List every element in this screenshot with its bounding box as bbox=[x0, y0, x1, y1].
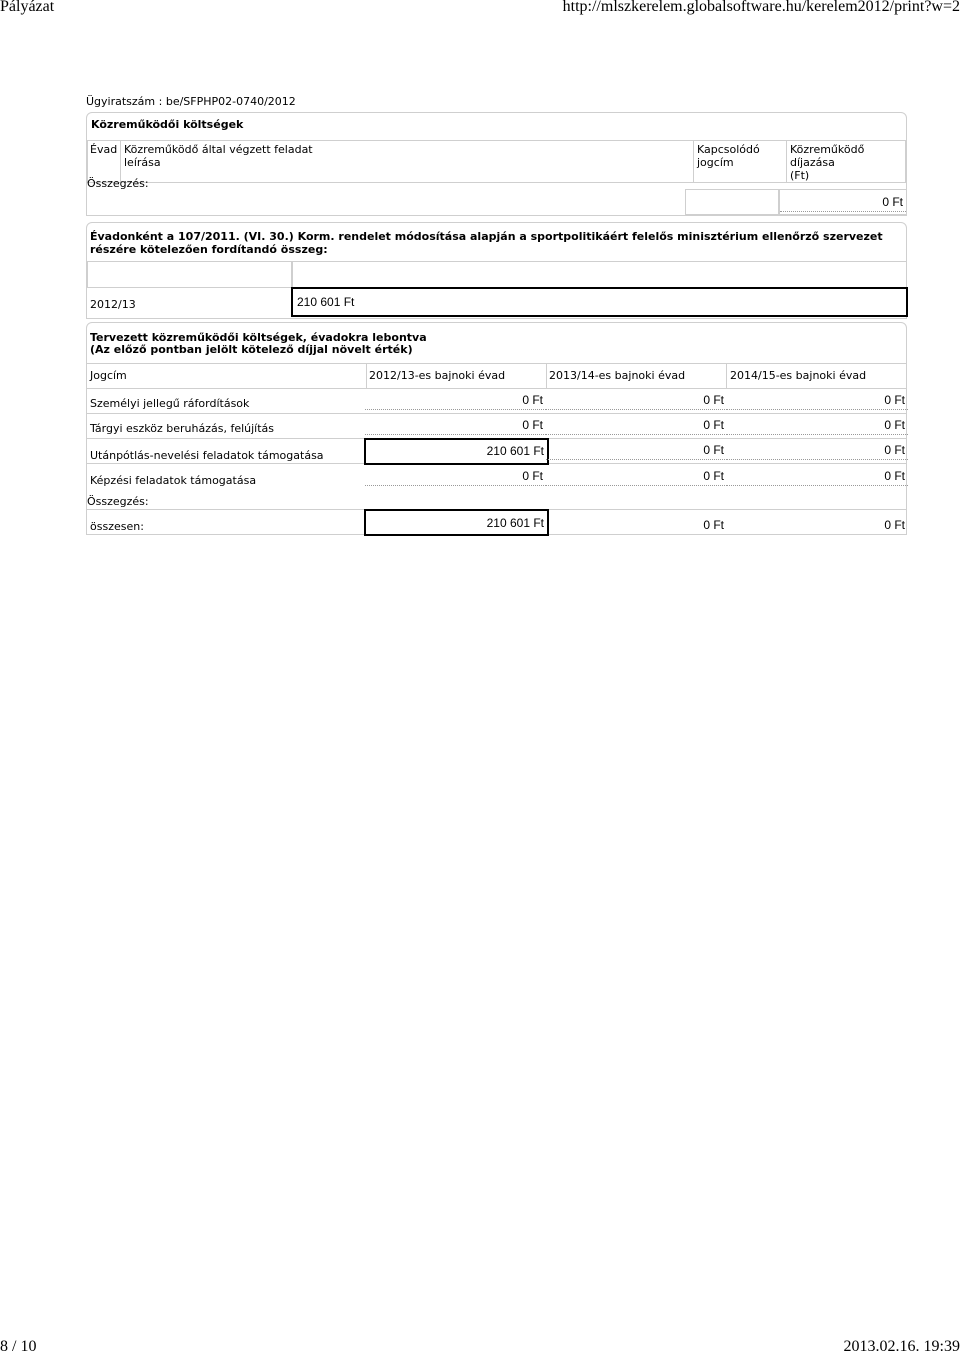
print-footer-datetime: 2013.02.16. 19:39 bbox=[843, 1338, 960, 1355]
decree-season: 2012/13 bbox=[90, 298, 136, 311]
row-value-season-2: 0 Ft bbox=[546, 469, 727, 486]
print-header-title: Pályázat bbox=[0, 0, 55, 15]
planned-header-season-2: 2013/14-es bajnoki évad bbox=[549, 369, 686, 382]
contractor-costs-section bbox=[86, 112, 907, 216]
planned-header-row bbox=[87, 363, 906, 389]
row-value-season-1: 0 Ft bbox=[365, 418, 546, 435]
decree-section bbox=[86, 222, 907, 319]
col-related bbox=[694, 141, 787, 183]
contractor-summary-value: 0 Ft bbox=[780, 195, 906, 212]
row-value-season-1: 210 601 Ft bbox=[486, 444, 544, 458]
contractor-costs-header-row bbox=[88, 141, 906, 183]
divider bbox=[366, 364, 367, 388]
divider bbox=[726, 364, 727, 388]
print-footer-page: 8 / 10 bbox=[0, 1338, 37, 1355]
planned-total-season-1-box bbox=[364, 509, 549, 536]
contractor-summary-label: Összegzés: bbox=[87, 177, 149, 190]
planned-total-season-2: 0 Ft bbox=[703, 518, 724, 532]
col-fee-line2: (Ft) bbox=[790, 169, 810, 182]
row-value-season-1: 0 Ft bbox=[365, 469, 546, 486]
planned-title-line2: (Az előző pontban jelölt kötelező díjjal növelt érték) bbox=[90, 343, 413, 356]
contractor-costs-title: Közreműködői költségek bbox=[91, 118, 244, 131]
row-value-season-3: 0 Ft bbox=[727, 443, 908, 460]
col-related-line1: Kapcsolódó bbox=[697, 143, 760, 156]
planned-total-label: összesen: bbox=[90, 520, 144, 533]
row-value-season-1: 0 Ft bbox=[365, 393, 546, 410]
row-label: Képzési feladatok támogatása bbox=[90, 474, 257, 487]
contractor-summary-cell bbox=[779, 189, 907, 215]
planned-header-season-1: 2012/13-es bajnoki évad bbox=[369, 369, 506, 382]
row-value-season-2: 0 Ft bbox=[546, 418, 727, 435]
row-label: Tárgyi eszköz beruházás, felújítás bbox=[90, 422, 275, 435]
planned-title-line1: Tervezett közreműködői költségek, évadokra lebontva bbox=[90, 331, 427, 344]
decree-title: Évadonként a 107/2011. (VI. 30.) Korm. rendelet módosítása alapján a sportpolitikáért felelős minisztérium ellenőrző szervezet részére kötelezően fordítandó összeg: bbox=[90, 230, 883, 256]
decree-amount-box bbox=[291, 287, 908, 317]
planned-header-jogcim: Jogcím bbox=[90, 369, 127, 382]
table-row bbox=[87, 465, 906, 489]
planned-costs-section bbox=[86, 322, 907, 535]
row-value-season-2: 0 Ft bbox=[546, 393, 727, 410]
col-fee-line1: Közreműködő díjazása bbox=[790, 143, 865, 169]
row-label: Utánpótlás-nevelési feladatok támogatása bbox=[90, 449, 324, 462]
row-value-season-3: 0 Ft bbox=[727, 469, 908, 486]
contractor-costs-table bbox=[87, 140, 906, 183]
divider bbox=[546, 364, 547, 388]
decree-empty-cell-2 bbox=[292, 261, 907, 288]
table-row bbox=[87, 389, 906, 414]
contractor-summary-empty-cell bbox=[685, 189, 779, 215]
col-task-line1: Közreműködő által végzett feladat bbox=[124, 143, 313, 156]
table-row bbox=[87, 414, 906, 439]
planned-total-row bbox=[87, 509, 906, 534]
col-task bbox=[121, 141, 694, 183]
row-value-season-3: 0 Ft bbox=[727, 393, 908, 410]
col-related-line2: jogcím bbox=[697, 156, 734, 169]
row-value-season-2: 0 Ft bbox=[546, 443, 727, 460]
row-value-season-3: 0 Ft bbox=[727, 418, 908, 435]
case-number: Ügyiratszám : be/SFPHP02-0740/2012 bbox=[86, 95, 296, 108]
planned-costs-title bbox=[87, 323, 906, 356]
planned-summary-label: Összegzés: bbox=[87, 495, 149, 508]
planned-header-season-3: 2014/15-es bajnoki évad bbox=[730, 369, 867, 382]
table-row bbox=[87, 439, 906, 464]
col-season: Évad bbox=[88, 141, 121, 183]
planned-total-season-3: 0 Ft bbox=[884, 518, 905, 532]
decree-empty-cell-1 bbox=[87, 261, 292, 288]
decree-amount: 210 601 Ft bbox=[297, 295, 355, 309]
print-header-url: http://mlszkerelem.globalsoftware.hu/kerelem2012/print?w=2 bbox=[562, 0, 960, 15]
row-label: Személyi jellegű ráfordítások bbox=[90, 397, 250, 410]
col-task-line2: leírása bbox=[124, 156, 161, 169]
planned-total-season-1: 210 601 Ft bbox=[486, 516, 544, 530]
col-fee bbox=[787, 141, 906, 183]
row-value-season-1-box bbox=[364, 438, 549, 465]
